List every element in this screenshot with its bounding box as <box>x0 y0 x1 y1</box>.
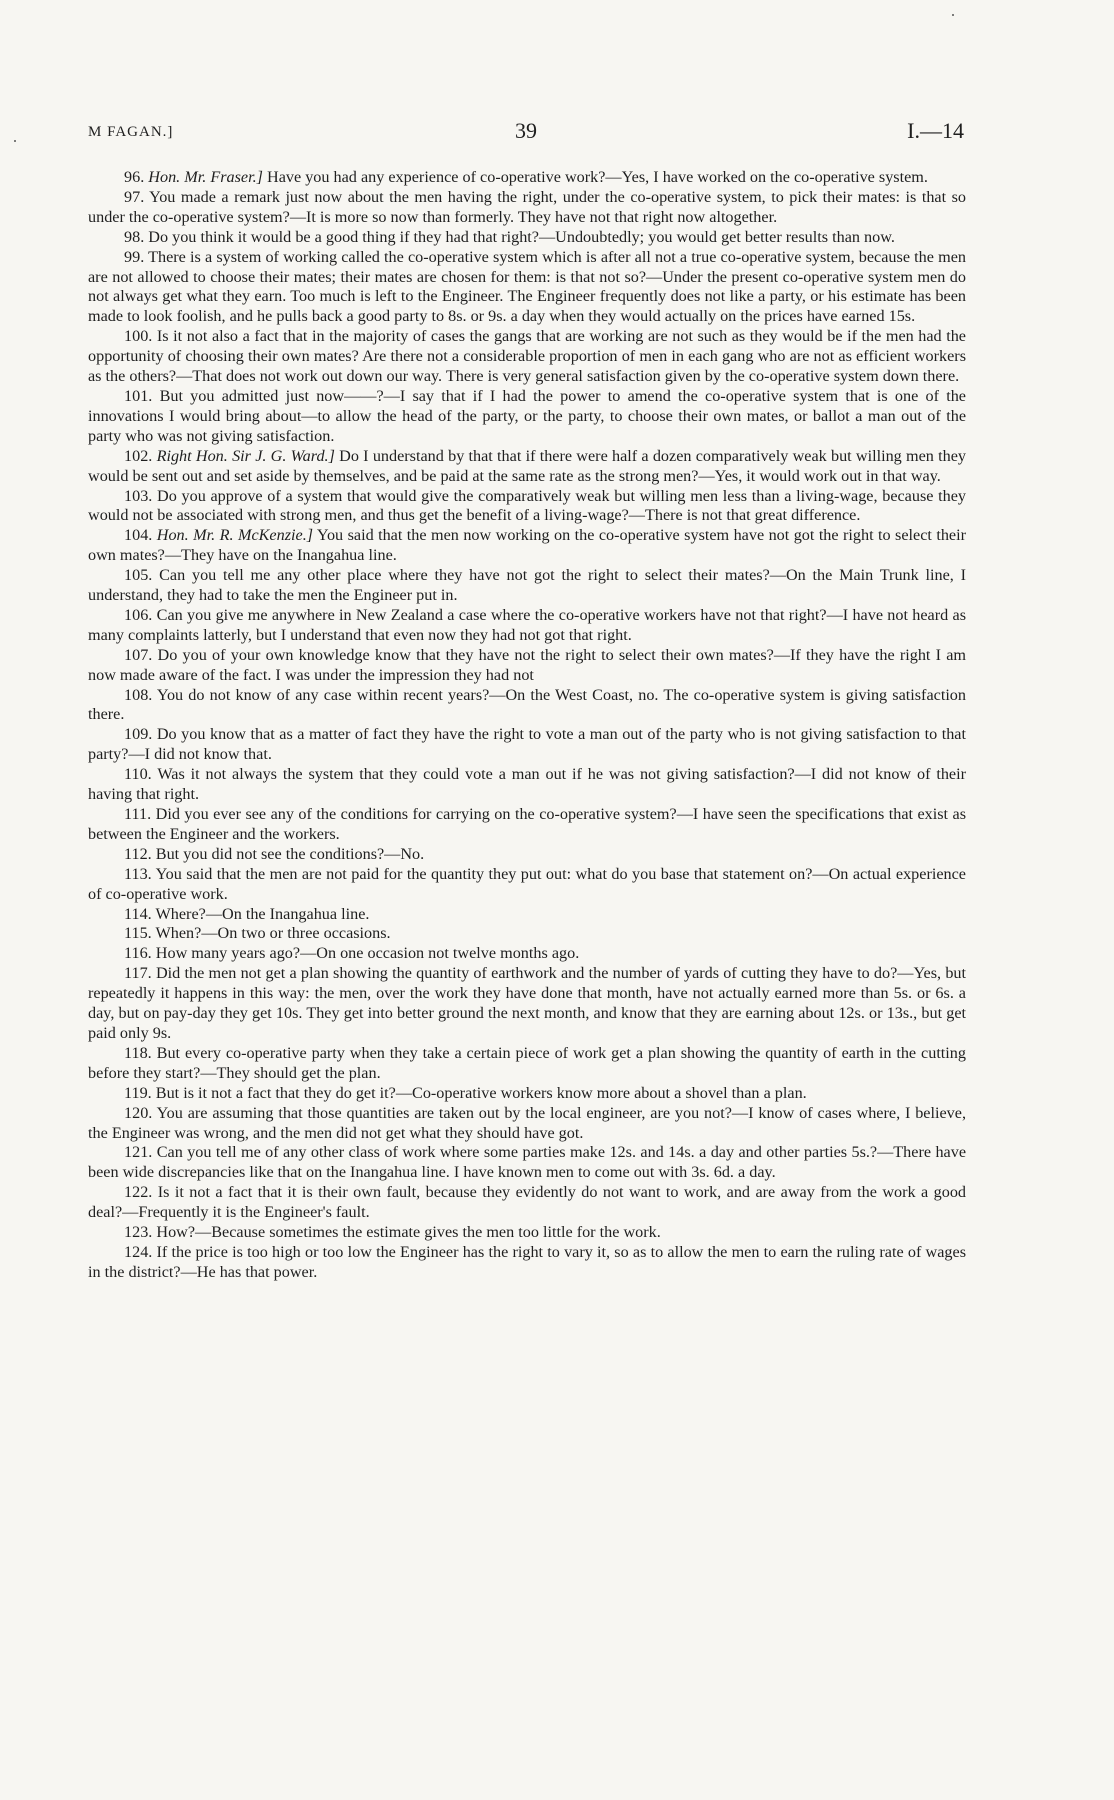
testimony-paragraph <box>88 964 966 1044</box>
testimony-paragraph <box>88 606 966 646</box>
question-answer-text: But every co-operative party when they take a certain piece of work get a plan showing the quantity of earth in the cutting before they start?—They should get the plan. <box>88 1043 966 1082</box>
testimony-paragraph <box>88 387 966 447</box>
question-answer-text: Is it not also a fact that in the majority of cases the gangs that are working are not such as they would be if the men had the opportunity of choosing their own mates? Are there not a considerable proportion of men in each gang who are not as efficient workers as the others?—That does not work out down our way. There is very general satisfaction given by the co-operative system down there. <box>88 327 966 386</box>
speaker-name: Right Hon. Sir J. G. Ward.] <box>156 446 335 465</box>
question-answer-text: Did the men not get a plan showing the quantity of earthwork and the number of yards of cutting they have to do?—Yes, but repeatedly it happens in this way: the men, over the work they have done that month, have not actually earned more than 5s. or 6s. a day, but on pay-day they get 10s. They get into better ground the next month, and know that they are earning about 12s. or 13s., but get paid only 9s. <box>88 964 966 1042</box>
testimony-paragraph <box>88 1044 966 1084</box>
question-number: 105. <box>124 566 153 585</box>
testimony-paragraph <box>88 646 966 686</box>
question-answer-text: You do not know of any case within recent years?—On the West Coast, no. The co-operative system is giving satisfaction there. <box>88 685 966 724</box>
testimony-paragraph <box>88 725 966 765</box>
question-number: 107. <box>124 645 153 664</box>
question-answer-text: You said that the men are not paid for the quantity they put out: what do you base that statement on?—On actual experience of co-operative work. <box>88 864 966 903</box>
testimony-paragraph <box>88 905 966 925</box>
question-number: 124. <box>124 1242 153 1261</box>
question-answer-text: Is it not a fact that it is their own fault, because they evidently do not want to work, and are away from the work a good deal?—Frequently it is the Engineer's fault. <box>88 1183 967 1222</box>
testimony-paragraph <box>88 1183 966 1223</box>
question-number: 100. <box>124 327 153 346</box>
question-number: 103. <box>124 486 153 505</box>
question-number: 121. <box>124 1143 153 1162</box>
question-number: 101. <box>124 386 153 405</box>
question-number: 122. <box>124 1183 153 1202</box>
question-answer-text: But is it not a fact that they do get it?—Co-operative workers know more about a shovel than a plan. <box>155 1083 807 1102</box>
question-number: 111. <box>124 805 152 823</box>
question-answer-text: Do you of your own knowledge know that they have not the right to select their own mates?—If they have the right I am now made aware of the fact. I was under the impression they had not <box>88 645 967 684</box>
speaker-name: Hon. Mr. R. McKenzie.] <box>156 526 314 545</box>
question-answer-text: Do I understand by that that if there were half a dozen comparatively weak but willing men they would be sent out and set aside by themselves, and be paid at the same rate as the strong men?—Yes, it would work out in that way. <box>88 446 966 485</box>
question-number: 113. <box>124 864 152 883</box>
witness-name: M FAGAN.] <box>88 124 174 140</box>
testimony-paragraph <box>88 805 966 845</box>
question-number: 123. <box>124 1223 153 1242</box>
testimony-paragraph <box>88 686 966 726</box>
question-number: 114. <box>124 904 152 923</box>
question-answer-text: Did you ever see any of the conditions for carrying on the co-operative system?—I have seen the specifications that exist as between the Engineer and the workers. <box>88 805 967 843</box>
question-number: 120. <box>124 1103 153 1122</box>
question-answer-text: Can you tell me any other place where they have not got the right to select their mates?—On the Main Trunk line, I understand, they had to take the men the Engineer put in. <box>88 566 967 605</box>
testimony-paragraph <box>88 865 966 905</box>
question-answer-text: Do you think it would be a good thing if they had that right?—Undoubtedly; you would get better results than now. <box>148 227 895 246</box>
question-answer-text: When?—On two or three occasions. <box>155 924 391 943</box>
testimony-paragraph <box>88 188 966 228</box>
question-number: 98. <box>124 227 145 246</box>
testimony-paragraph <box>88 228 966 248</box>
question-answer-text: You are assuming that those quantities are taken out by the local engineer, are you not?—I know of cases where, I believe, the Engineer was wrong, and the men did not get what they should have got. <box>88 1103 966 1142</box>
question-answer-text: Where?—On the Inangahua line. <box>155 904 370 923</box>
testimony-paragraph <box>88 168 966 188</box>
document-reference: I.—14 <box>907 118 964 143</box>
question-answer-text: Do you approve of a system that would give the comparatively weak but willing men less than a living-wage, because they would not be associated with strong men, and thus get the benefit of a living-wage?—There is not that great difference. <box>88 486 967 525</box>
question-number: 116. <box>124 944 152 963</box>
testimony-paragraph <box>88 566 966 606</box>
question-number: 115. <box>124 924 152 943</box>
question-number: 110. <box>124 765 152 784</box>
page-header <box>88 118 964 158</box>
question-number: 109. <box>124 725 153 744</box>
testimony-paragraph <box>88 487 966 527</box>
scan-speck <box>952 14 954 16</box>
question-answer-text: Can you give me anywhere in New Zealand a case where the co-operative workers have not that right?—I have not heard as many complaints latterly, but I understand that even now they had not got that right. <box>88 605 967 644</box>
testimony-paragraph <box>88 447 966 487</box>
page-number: 39 <box>515 118 537 143</box>
question-answer-text: But you admitted just now——?—I say that if I had the power to amend the co-operative system that is one of the innovations I would bring about—to allow the head of the party, or the party, to choose their own mates, or ballot a man out of the party who was not giving satisfaction. <box>88 386 966 445</box>
question-number: 118. <box>124 1043 152 1062</box>
question-number: 97. <box>124 187 145 206</box>
testimony-paragraph <box>88 765 966 805</box>
testimony-paragraph <box>88 1084 966 1104</box>
testimony-paragraph <box>88 924 966 944</box>
question-answer-text: Can you tell me of any other class of work where some parties make 12s. and 14s. a day and other parties 5s.?—There have been wide discrepancies like that on the Inangahua line. I have known men to come out with 3s. 6d. a day. <box>88 1143 966 1182</box>
testimony-paragraph <box>88 1143 966 1183</box>
testimony-paragraph <box>88 526 966 566</box>
question-answer-text: There is a system of working called the co-operative system which is after all not a true co-operative system, because the men are not allowed to choose their mates; their mates are chosen for them: is that not so?—Under the present co-operative system men do not always get what they earn. Too much is left to the Engineer. The Engineer frequently does not like a party, or his estimate has been made to look foolish, and he pulls back a good party to 8s. or 9s. a day when they would actually on the prices have earned 15s. <box>88 247 966 326</box>
testimony-paragraph <box>88 1223 966 1243</box>
question-answer-text: But you did not see the conditions?—No. <box>155 844 425 863</box>
question-answer-text: Was it not always the system that they could vote a man out if he was not giving satisfaction?—I did not know of their having that right. <box>88 765 966 804</box>
question-answer-text: Do you know that as a matter of fact they have the right to vote a man out of the party who is not giving satisfaction to that party?—I did not know that. <box>88 725 966 764</box>
question-number: 104. <box>124 526 153 545</box>
question-answer-text: How many years ago?—On one occasion not twelve months ago. <box>155 944 580 963</box>
question-number: 117. <box>124 964 152 983</box>
testimony-paragraph <box>88 327 966 387</box>
testimony-paragraph <box>88 1243 966 1283</box>
question-answer-text: How?—Because sometimes the estimate gives the men too little for the work. <box>156 1223 661 1242</box>
question-number: 119. <box>124 1083 152 1102</box>
testimony-paragraph <box>88 944 966 964</box>
question-number: 99. <box>124 247 145 266</box>
testimony-paragraph <box>88 248 966 328</box>
question-answer-text: Have you had any experience of co-operative work?—Yes, I have worked on the co-operative system. <box>267 168 928 186</box>
scan-speck <box>14 140 16 142</box>
question-number: 108. <box>124 685 153 704</box>
question-number: 102. <box>124 446 153 465</box>
question-answer-text: If the price is too high or too low the Engineer has the right to vary it, so as to allow the men to earn the ruling rate of wages in the district?—He has that power. <box>88 1242 966 1281</box>
testimony-paragraph <box>88 1104 966 1144</box>
testimony-paragraph <box>88 845 966 865</box>
question-number: 106. <box>124 605 153 624</box>
question-number: 96. <box>124 168 145 186</box>
testimony-body <box>88 168 966 1283</box>
speaker-name: Hon. Mr. Fraser.] <box>148 168 263 186</box>
question-answer-text: You made a remark just now about the men having the right, under the co-operative system, to pick their mates: is that so under the co-operative system?—It is more so now than formerly. They have not that right now altogether. <box>88 187 966 226</box>
question-answer-text: You said that the men now working on the co-operative system have not got the right to select their own mates?—They have on the Inangahua line. <box>88 526 967 565</box>
question-number: 112. <box>124 844 152 863</box>
